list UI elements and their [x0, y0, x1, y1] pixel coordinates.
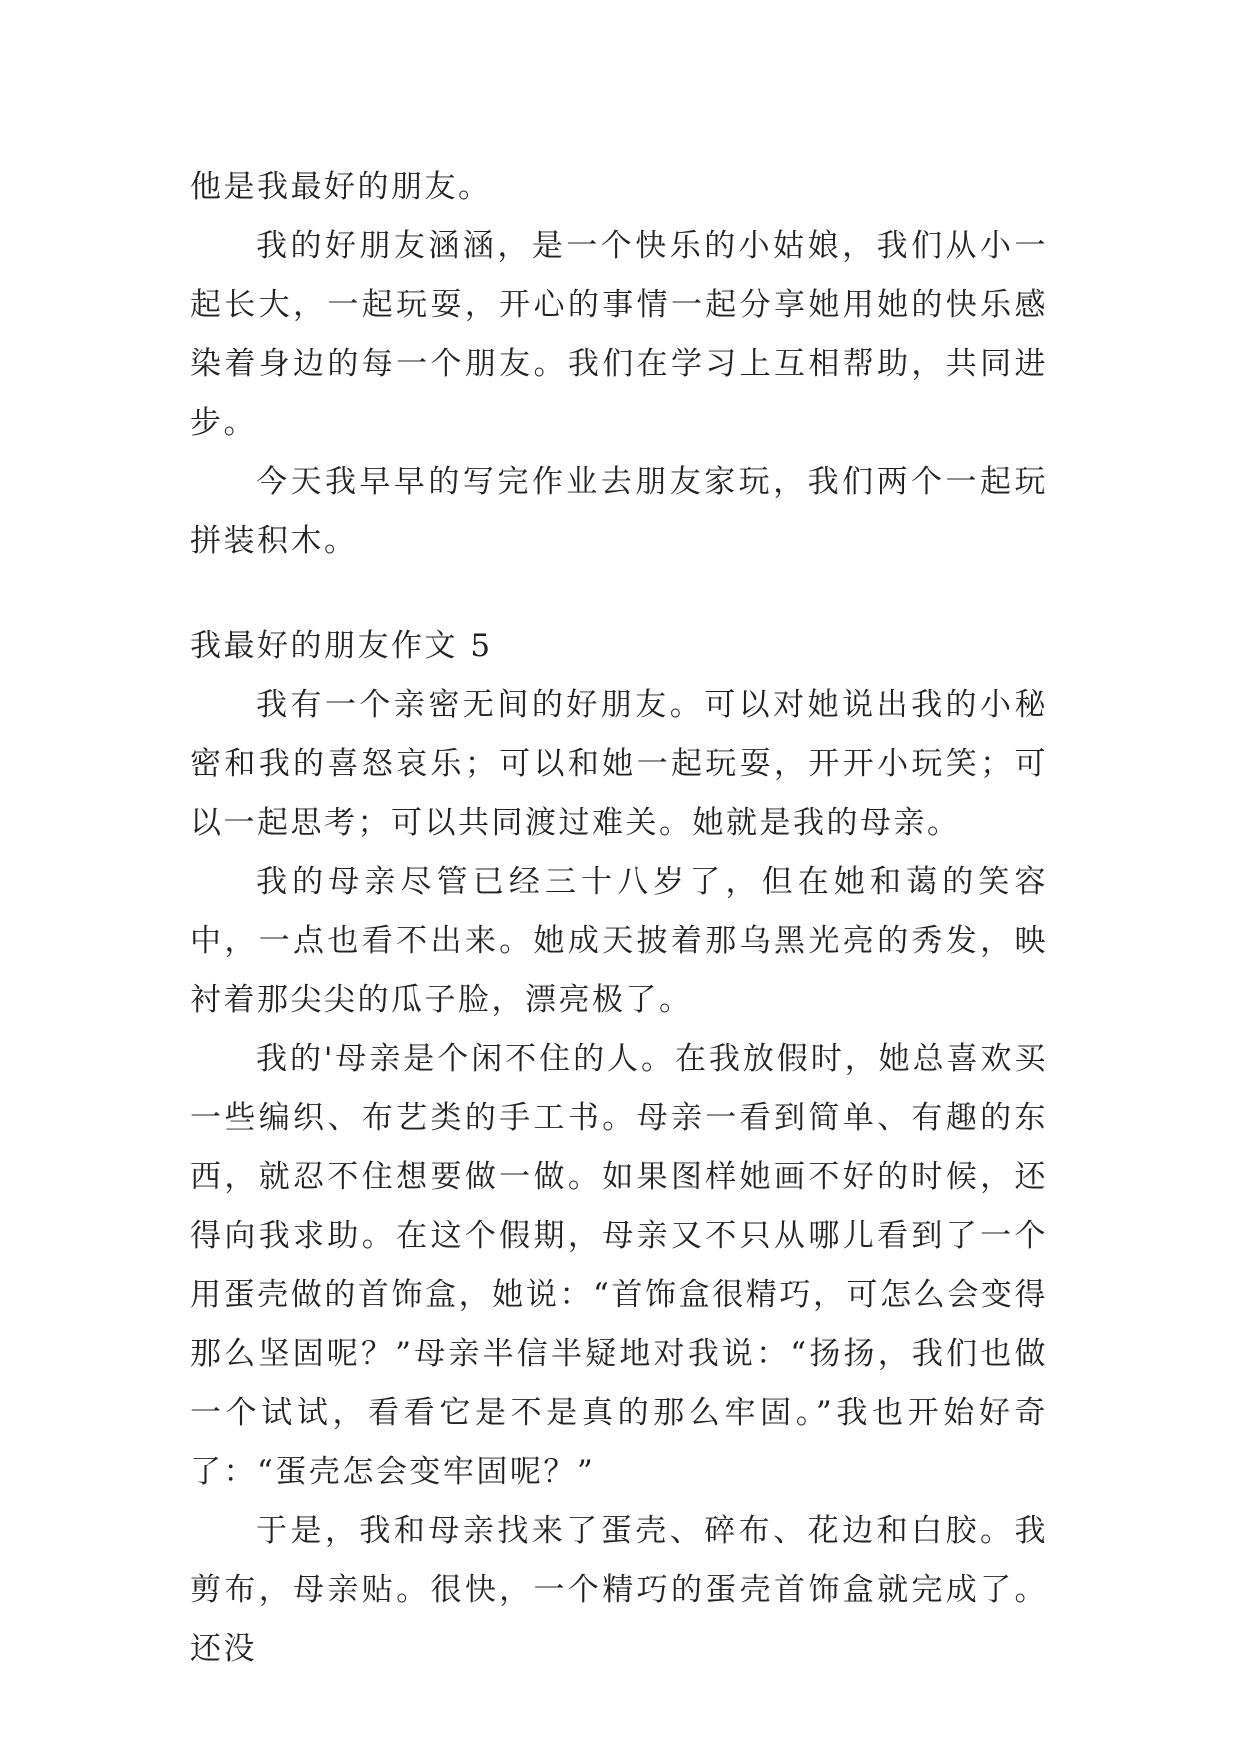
paragraph-4: 我有一个亲密无间的好朋友。可以对她说出我的小秘密和我的喜怒哀乐；可以和她一起玩耍，开开小玩笑；可以一起思考；可以共同渡过难关。她就是我的母亲。 [190, 687, 1048, 841]
section-title: 我最好的朋友作文 5 [190, 628, 493, 664]
section-spacer [190, 571, 1048, 617]
document-body [190, 158, 1048, 1679]
paragraph-2: 我的好朋友涵涵，是一个快乐的小姑娘，我们从小一起长大，一起玩耍，开心的事情一起分享她用她的快乐感染着身边的每一个朋友。我们在学习上互相帮助，共同进步。 [190, 228, 1048, 441]
paragraph-1: 他是我最好的朋友。 [190, 169, 492, 205]
paragraph-6: 我的'母亲是个闲不住的人。在我放假时，她总喜欢买一些编织、布艺类的手工书。母亲一看到简单、有趣的东西，就忍不住想要做一做。如果图样她画不好的时候，还得向我求助。在这个假期，母亲又不只从哪儿看到了一个用蛋壳做的首饰盒，她说：“首饰盒很精巧，可怎么会变得那么坚固呢？”母亲半信半疑地对我说：“扬扬，我们也做一个试试，看看它是不是真的那么牢固。”我也开始好奇了：“蛋壳怎会变牢固呢？” [190, 1041, 1048, 1490]
paragraph-7: 于是，我和母亲找来了蛋壳、碎布、花边和白胶。我剪布，母亲贴。很快，一个精巧的蛋壳首饰盒就完成了。还没 [190, 1513, 1048, 1667]
paragraph-3: 今天我早早的写完作业去朋友家玩，我们两个一起玩拼装积木。 [190, 464, 1048, 559]
paragraph-5: 我的母亲尽管已经三十八岁了，但在她和蔼的笑容中，一点也看不出来。她成天披着那乌黑光亮的秀发，映衬着那尖尖的瓜子脸，漂亮极了。 [190, 864, 1048, 1018]
